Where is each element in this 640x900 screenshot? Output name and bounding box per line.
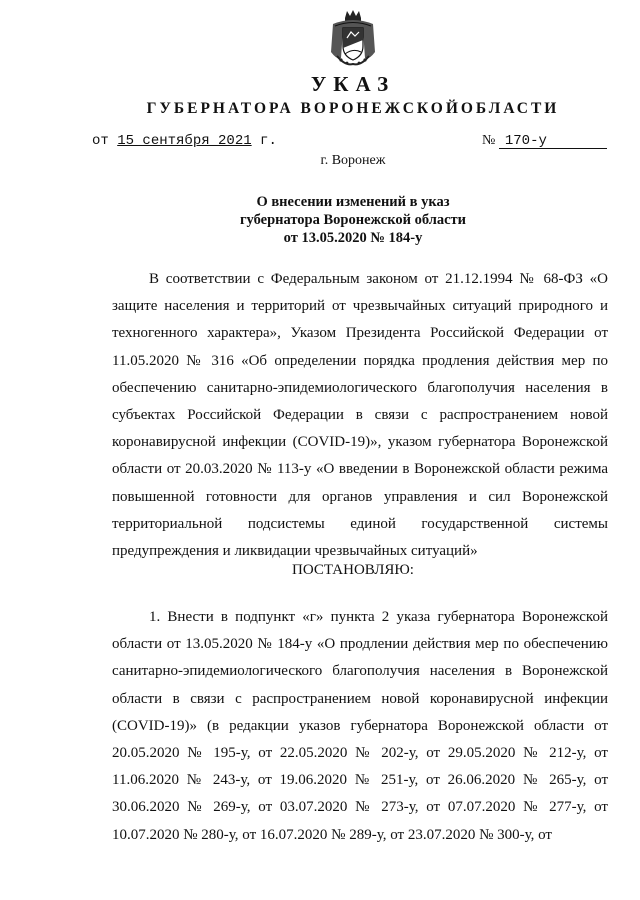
item-1-text: 1. Внести в подпункт «г» пункта 2 указа губернатора Воронежской области от 13.05.2020 № 184-у «О продлении действия мер по обеспечению санитарно-эпидемиологического благополучия населения в Воронежской области в связи с распространением новой коронавирусной инфекции (COVID-19)» (в редакции указов губернатора Воронежской области от 20.05.2020 № 195-у, от 22.05.2020 № 202-у, от 29.05.2020 № 212-у, от 11.06.2020 № 243-у, от 19.06.2020 № 251-у, от 26.06.2020 № 265-у, от 30.06.2020 № 269-у, от 03.07.2020 № 273-у, от 07.07.2020 № 277-у, от 10.07.2020 № 280-у, от 16.07.2020 № 289-у, от 23.07.2020 № 300-у, от: [112, 609, 608, 843]
document-issuer: ГУБЕРНАТОРА ВОРОНЕЖСКОЙОБЛАСТИ: [146, 100, 560, 117]
number-value: 170-у: [499, 134, 607, 149]
document-title: УКАЗ: [310, 72, 396, 96]
item-1-paragraph: [112, 604, 608, 849]
date-suffix: г.: [260, 133, 277, 149]
subject-line: от 13.05.2020 № 184-у: [283, 230, 423, 246]
preamble-text: В соответствии с Федеральным законом от 21.12.1994 № 68-ФЗ «О защите населения и территорий от чрезвычайных ситуаций природного и техногенного характера», Указом Президента Российской Федерации от 11.05.2020 № 316 «Об определении порядка продления действия мер по обеспечению санитарно-эпидемиологического благополучия населения в субъектах Российской Федерации в связи с распространением новой коронавирусной инфекции (COVID-19)», указом губернатора Воронежской области от 20.03.2020 № 113-у «О введении в Воронежской области режима повышенной готовности для органов управления и сил Воронежской территориальной подсистемы единой государственной системы предупреждения и ликвидации чрезвычайных ситуаций»: [112, 271, 608, 560]
document-date: [92, 133, 277, 149]
subject-line: губернатора Воронежской области: [239, 212, 467, 228]
voronezh-coat-of-arms-icon: [325, 8, 381, 70]
resolve-heading: ПОСТАНОВЛЯЮ:: [292, 562, 414, 578]
document-number: [482, 133, 607, 149]
subject-line: О внесении изменений в указ: [256, 194, 450, 210]
date-prefix: от: [92, 133, 109, 149]
preamble-paragraph: [112, 266, 608, 565]
document-subject: [0, 193, 640, 247]
date-value: 15 сентября 2021: [117, 133, 252, 149]
number-sign: №: [482, 133, 496, 148]
document-city: г. Воронеж: [320, 153, 386, 168]
